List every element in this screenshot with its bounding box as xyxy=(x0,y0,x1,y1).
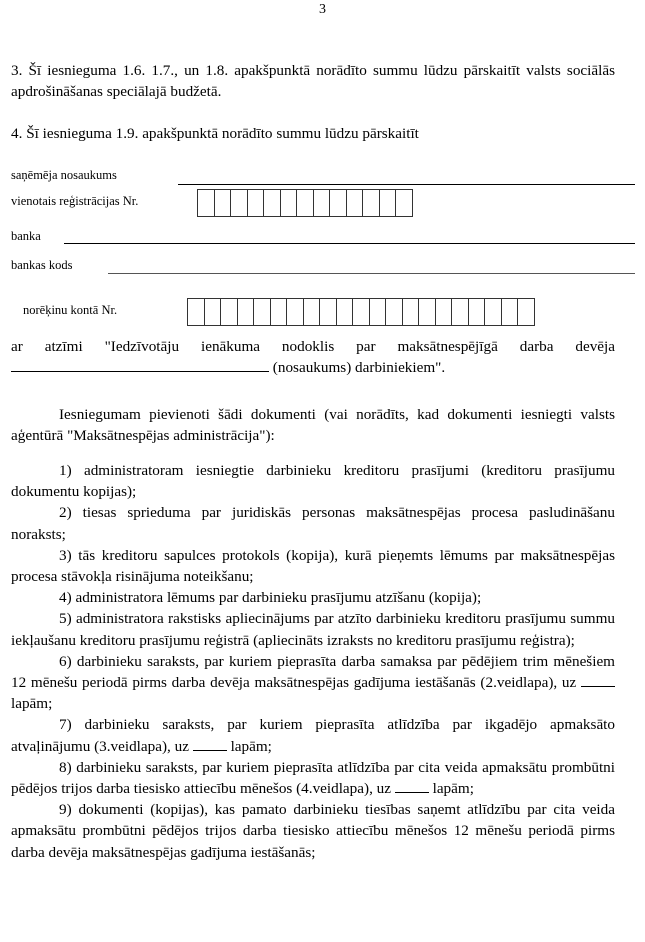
registration-number-digit-box[interactable] xyxy=(362,189,380,217)
attachment-item xyxy=(11,799,615,863)
registration-number-digit-box[interactable] xyxy=(230,189,248,217)
attachment-item-text: 2) tiesas sprieduma par juridiskās personas maksātnespējas procesa pasludināšanu noraksts; xyxy=(11,504,615,543)
account-number-digit-box[interactable] xyxy=(204,298,222,326)
attachment-item xyxy=(11,714,615,756)
registration-number-digit-box[interactable] xyxy=(214,189,232,217)
account-number-digit-box[interactable] xyxy=(369,298,387,326)
attachment-item xyxy=(11,651,615,715)
registration-number-digit-box[interactable] xyxy=(197,189,215,217)
attachment-item xyxy=(11,502,615,544)
attachment-item-text: 4) administratora lēmums par darbinieku prasījumu atzīšanu (kopija); xyxy=(59,589,482,607)
registration-number-boxes[interactable] xyxy=(197,189,412,217)
account-number-digit-box[interactable] xyxy=(435,298,453,326)
registration-number-digit-box[interactable] xyxy=(247,189,265,217)
registration-number-digit-box[interactable] xyxy=(346,189,364,217)
account-number-digit-box[interactable] xyxy=(468,298,486,326)
account-number-digit-box[interactable] xyxy=(220,298,238,326)
attachment-item xyxy=(11,587,615,608)
account-number-digit-box[interactable] xyxy=(270,298,288,326)
attachments-intro: Iesniegumam pievienoti šādi dokumenti (vai norādīts, kad dokumenti iesniegti valsts aģentūrā "Maksātnespējas administrācija"): xyxy=(11,406,615,444)
registration-number-digit-box[interactable] xyxy=(296,189,314,217)
remark-text-before: ar atzīmi "Iedzīvotāju ienākuma nodoklis par maksātnespējīgā darba devēja xyxy=(11,338,615,355)
account-number-label: norēķinu kontā Nr. xyxy=(23,303,118,317)
account-number-digit-box[interactable] xyxy=(253,298,271,326)
account-number-digit-box[interactable] xyxy=(418,298,436,326)
attachment-item xyxy=(11,608,615,650)
attachment-item-suffix: lapām; xyxy=(11,695,53,713)
registration-number-digit-box[interactable] xyxy=(263,189,281,217)
account-number-digit-box[interactable] xyxy=(187,298,205,326)
attachment-item xyxy=(11,460,615,502)
employer-name-blank[interactable] xyxy=(11,357,269,372)
attachment-item-text: 5) administratora rakstisks apliecinājums par atzīto darbinieku kreditoru prasījumu summu iekļaušanu kreditoru prasījumu reģistrā (apliecināts izraksts no kreditoru prasījumu reģistra); xyxy=(11,610,615,649)
bank-field[interactable] xyxy=(64,243,635,244)
registration-number-digit-box[interactable] xyxy=(379,189,397,217)
account-number-digit-box[interactable] xyxy=(319,298,337,326)
account-number-digit-box[interactable] xyxy=(303,298,321,326)
remark-text-after: (nosaukums) darbiniekiem". xyxy=(272,359,446,376)
registration-number-label: vienotais reģistrācijas Nr. xyxy=(11,194,139,208)
account-number-digit-box[interactable] xyxy=(352,298,370,326)
attachment-item xyxy=(11,545,615,587)
paragraph-4: 4. Šī iesnieguma 1.9. apakšpunktā norādīto summu lūdzu pārskaitīt xyxy=(11,125,419,142)
bank-code-label: bankas kods xyxy=(11,258,73,272)
registration-number-digit-box[interactable] xyxy=(313,189,331,217)
account-number-digit-box[interactable] xyxy=(501,298,519,326)
remark-paragraph xyxy=(11,336,615,378)
account-number-digit-box[interactable] xyxy=(517,298,535,326)
page-count-blank[interactable] xyxy=(395,778,429,793)
account-number-digit-box[interactable] xyxy=(451,298,469,326)
recipient-name-field[interactable] xyxy=(178,184,635,185)
attachment-item xyxy=(11,757,615,799)
attachment-item-suffix: lapām; xyxy=(432,780,474,798)
registration-number-digit-box[interactable] xyxy=(395,189,413,217)
page-number: 3 xyxy=(319,2,326,17)
attachments-list xyxy=(11,460,615,863)
attachment-item-text: 9) dokumenti (kopijas), kas pamato darbinieku tiesības saņemt atlīdzību par cita veida apmaksātu prombūtni pēdējos trijos darba tiesisko attiecību mēnešos 12 mēnešu periodā pirms darba devēja maksātnespējas gadījuma iestāšanās; xyxy=(11,801,615,861)
account-number-boxes[interactable] xyxy=(187,298,534,326)
account-number-digit-box[interactable] xyxy=(336,298,354,326)
attachment-item-text: 3) tās kreditoru sapulces protokols (kopija), kurā pieņemts lēmums par maksātnespējas procesa stāvokļa risinājuma noteikšanu; xyxy=(11,546,615,586)
registration-number-digit-box[interactable] xyxy=(280,189,298,217)
paragraph-3: 3. Šī iesnieguma 1.6. 1.7., un 1.8. apakšpunktā norādīto summu lūdzu pārskaitīt valsts sociālās apdrošināšanas speciālajā budžetā. xyxy=(11,62,615,100)
account-number-digit-box[interactable] xyxy=(385,298,403,326)
account-number-digit-box[interactable] xyxy=(237,298,255,326)
attachment-item-text: 6) darbinieku saraksts, par kuriem pieprasīta darba samaksa par pēdējiem trim mēnešiem 12 mēnešu periodā pirms darba devēja maksātnespējas gadījuma iestāšanās (2.veidlapa), uz xyxy=(11,652,615,692)
page-count-blank[interactable] xyxy=(581,672,615,687)
attachment-item-text: 8) darbinieku saraksts, par kuriem pieprasīta atlīdzība par cita veida apmaksātu prombūtni pēdējos trijos darba tiesisko attiecību mēnešos (4.veidlapa), uz xyxy=(11,758,615,798)
bank-label: banka xyxy=(11,229,41,243)
recipient-name-label: saņēmēja nosaukums xyxy=(11,168,117,182)
bank-code-field[interactable] xyxy=(108,273,635,274)
account-number-digit-box[interactable] xyxy=(484,298,502,326)
attachment-item-suffix: lapām; xyxy=(230,737,272,755)
account-number-digit-box[interactable] xyxy=(402,298,420,326)
attachment-item-text: 1) administratoram iesniegtie darbinieku kreditoru prasījumi (kreditoru prasījumu dokumentu kopijas); xyxy=(11,462,615,501)
account-number-digit-box[interactable] xyxy=(286,298,304,326)
attachment-item-text: 7) darbinieku saraksts, par kuriem pieprasīta atlīdzība par ikgadējo apmaksāto atvaļinājumu (3.veidlapa), uz xyxy=(11,716,615,755)
registration-number-digit-box[interactable] xyxy=(329,189,347,217)
page-count-blank[interactable] xyxy=(193,736,227,751)
